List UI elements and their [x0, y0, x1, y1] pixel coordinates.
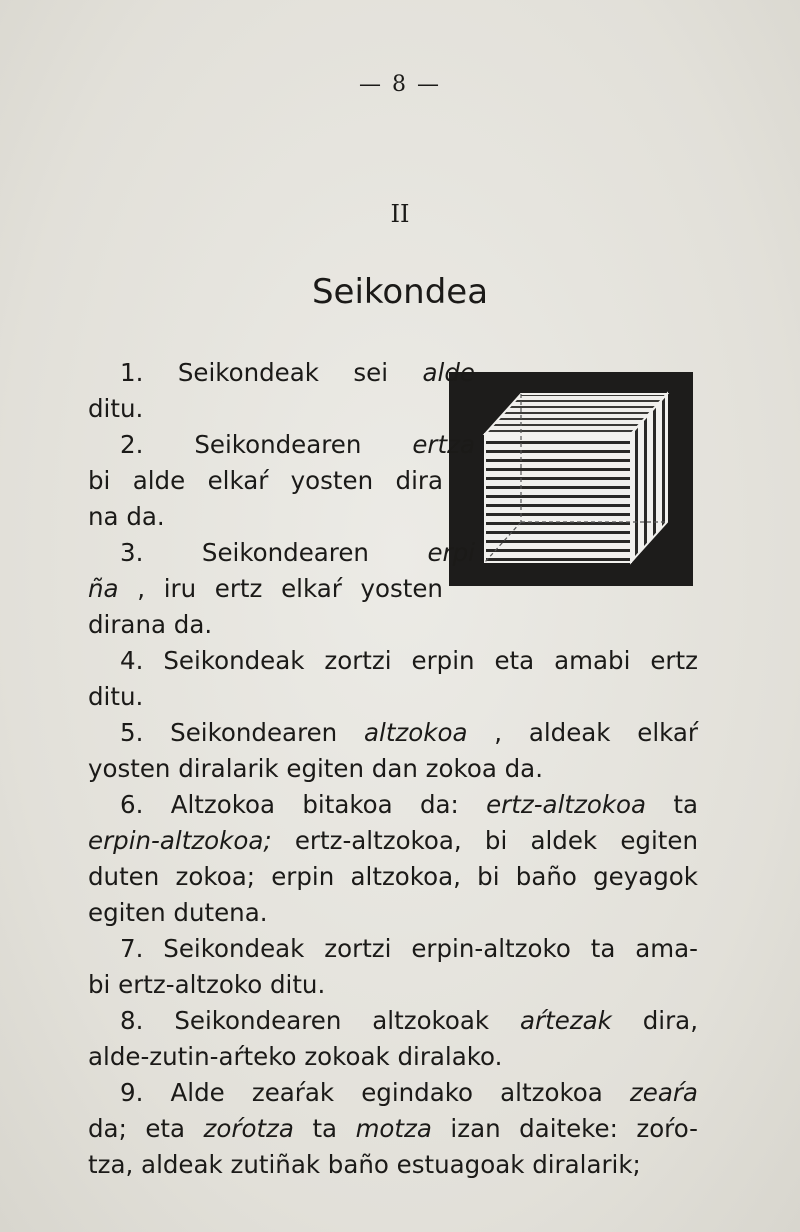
text-run: Altzokoa	[170, 790, 276, 819]
text-run: zortzi	[324, 646, 392, 675]
text-line	[88, 643, 698, 679]
text-run: yosten	[290, 466, 374, 495]
italic-term: erpin-altzokoa;	[88, 826, 272, 855]
text-run: Seikondearen	[194, 430, 362, 459]
text-run: zeaŕak	[251, 1078, 335, 1107]
text-run: Seikondearen	[174, 1006, 342, 1035]
text-run: altzokoa	[500, 1078, 603, 1107]
text-run: Alde	[170, 1078, 225, 1107]
italic-term: alde	[422, 358, 475, 387]
text-line	[88, 355, 475, 391]
text-run: geyagok	[593, 862, 698, 891]
text-run: bi	[484, 826, 508, 855]
text-run: dira	[395, 466, 443, 495]
text-run: bi ertz-altzoko ditu.	[88, 970, 326, 999]
italic-term: ña	[88, 574, 119, 603]
text-run: Seikondearen	[201, 538, 369, 567]
text-run: bitakoa	[302, 790, 393, 819]
text-run: aldek	[530, 826, 598, 855]
italic-term: erpi	[427, 538, 475, 567]
text-run: ,	[494, 718, 503, 747]
text-run: erpin	[271, 862, 335, 891]
text-run: ertz	[650, 646, 698, 675]
text-run: altzokoak	[372, 1006, 490, 1035]
paragraph	[88, 427, 698, 535]
section-title: Seikondea	[311, 272, 489, 312]
text-run: izan	[450, 1114, 501, 1143]
text-line	[88, 499, 443, 535]
paragraph	[88, 355, 698, 427]
text-line	[88, 715, 698, 751]
text-run: 2.	[120, 430, 144, 459]
text-run: daiteke:	[519, 1114, 618, 1143]
text-line	[88, 1075, 698, 1111]
italic-term: ertz-altzokoa	[486, 790, 647, 819]
text-run: ta	[673, 790, 698, 819]
italic-term: zeaŕa	[629, 1078, 698, 1107]
text-run: egiten dutena.	[88, 898, 268, 927]
text-run: da:	[419, 790, 459, 819]
text-run: dirana da.	[88, 610, 213, 639]
text-run: ditu.	[88, 394, 144, 423]
text-run: ertz	[214, 574, 263, 603]
text-run: 5.	[120, 718, 144, 747]
text-run: altzokoa,	[350, 862, 461, 891]
paragraph	[88, 715, 698, 787]
text-run: Seikondearen	[170, 718, 338, 747]
text-run: alde	[132, 466, 186, 495]
italic-term: altzokoa	[364, 718, 468, 747]
text-run: bi	[477, 862, 500, 891]
text-run: iru	[163, 574, 197, 603]
italic-term: zoŕotza	[203, 1114, 294, 1143]
text-run: yosten	[360, 574, 443, 603]
text-run: Seikondeak	[177, 358, 319, 387]
text-run: ta	[312, 1114, 338, 1143]
text-line	[88, 1039, 698, 1075]
text-line	[88, 1111, 698, 1147]
text-run: na da.	[88, 502, 165, 531]
text-run: 6.	[120, 790, 144, 819]
text-run: bi	[88, 466, 111, 495]
text-run: tza, aldeak zutiñak baño estuagoak diralarik;	[88, 1150, 641, 1179]
text-run: alde-zutin-aŕteko zokoak diralako.	[88, 1042, 503, 1071]
text-line	[88, 391, 443, 427]
text-run: zoŕo-	[636, 1114, 698, 1143]
text-run: 9.	[120, 1078, 144, 1107]
text-run: erpin-altzoko	[411, 934, 571, 963]
text-run: elkaŕ	[637, 718, 698, 747]
text-line	[88, 607, 443, 643]
paragraph	[88, 535, 698, 643]
text-run: egindako	[361, 1078, 474, 1107]
text-line	[88, 463, 443, 499]
paragraph	[88, 787, 698, 931]
chapter-numeral: II	[390, 200, 410, 228]
text-run: sei	[353, 358, 389, 387]
text-run: ertz-altzokoa,	[294, 826, 462, 855]
text-line	[88, 967, 698, 1003]
text-run: 4.	[120, 646, 144, 675]
text-line	[88, 895, 698, 931]
text-run: elkaŕ	[207, 466, 269, 495]
text-run: 8.	[120, 1006, 144, 1035]
text-line	[88, 931, 698, 967]
text-run: erpin	[411, 646, 475, 675]
page-number: — 8 —	[359, 72, 441, 97]
text-line	[88, 823, 698, 859]
text-run: dira,	[642, 1006, 698, 1035]
text-run: eta	[145, 1114, 186, 1143]
text-run: 3.	[120, 538, 144, 567]
paragraph	[88, 931, 698, 1003]
text-run: aldeak	[528, 718, 611, 747]
text-run: egiten	[620, 826, 698, 855]
italic-term: motza	[355, 1114, 432, 1143]
italic-term: aŕtezak	[520, 1006, 612, 1035]
text-run: zokoa;	[175, 862, 255, 891]
text-run: yosten diralarik egiten dan zokoa da.	[88, 754, 543, 783]
text-line	[88, 859, 698, 895]
text-run: 1.	[120, 358, 144, 387]
text-line	[88, 1147, 698, 1183]
text-line	[88, 751, 698, 787]
text-line	[88, 1003, 698, 1039]
paragraph	[88, 1003, 698, 1075]
text-run: Seikondeak	[163, 934, 305, 963]
text-line	[88, 571, 443, 607]
text-line	[88, 427, 475, 463]
text-run: Seikondeak	[163, 646, 305, 675]
text-run: da;	[88, 1114, 127, 1143]
text-line	[88, 535, 475, 571]
text-run: 7.	[120, 934, 144, 963]
paragraph	[88, 1075, 698, 1183]
paragraph	[88, 643, 698, 715]
text-run: ta	[590, 934, 616, 963]
body-text	[88, 355, 698, 1183]
text-run: amabi	[554, 646, 631, 675]
text-run: ditu.	[88, 682, 144, 711]
text-run: ama-	[635, 934, 698, 963]
text-run: elkaŕ	[281, 574, 342, 603]
text-line	[88, 787, 698, 823]
text-run: baño	[515, 862, 577, 891]
text-run: zortzi	[324, 934, 392, 963]
text-run: duten	[88, 862, 160, 891]
text-run: eta	[494, 646, 535, 675]
italic-term: ertza	[412, 430, 475, 459]
text-run: ,	[137, 574, 146, 603]
text-line	[88, 679, 698, 715]
